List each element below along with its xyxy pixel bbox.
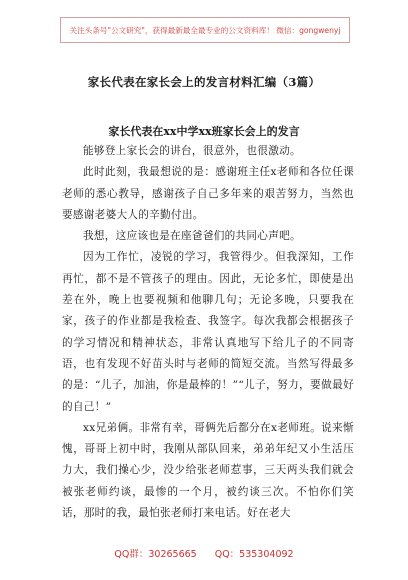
paragraph: 能够登上家长会的讲台，很意外，也很激动。 [83,145,301,157]
paragraph: xx兄弟俩。非常有幸，哥俩先后都分在x老师班。说来惭愧，哥哥上初中时，我刚从部队回来，弟弟年纪又小生活压力大，我们操心少，没少给张老师惹事，三天两头我们就会被张老师约谈，最惨的一个月，被约谈三次。不怕你们笑话，那时的我，最怕张老师打来电话。好在老大 [62,421,354,520]
footer-qq-group: QQ群：30265665 [114,549,197,560]
paragraph: 此时此刻，我最想说的是：感谢班主任x老师和各位任课老师的悉心教导，感谢孩子自己多年来的艰苦努力，当然也要感谢老婆大人的辛勤付出。 [62,166,354,221]
paragraph: 因为工作忙，凌锐的学习，我管得少。但我深知，工作再忙，都不是不管孩子的理由。因此，无论多忙，即使是出差在外，晚上也要视频和他聊几句；无论多晚，只要我在家，孩子的作业都是我检查、我签字。每次我都会根据孩子的学习情况和精神状态，非常认真地写下给儿子的不同寄语，也有发现不好苗头时与老师的简短交流。当然写得最多的是：“儿子，加油，你是最棒的！”“儿子，努力，要做最好的自己！” [62,251,354,413]
document-title: 家长代表在家长会上的发言材料汇编（3篇） [87,75,321,89]
footer-contact [0,546,408,560]
header-banner-text: 关注头条号"公文研究"，获得最新最全最专业的公文资料库！ 微信：gongwenyj [69,25,341,35]
paragraph: 我想，这应该也是在座爸爸们的共同心声吧。 [83,230,301,243]
section-title: 家长代表在xx中学xx班家长会上的发言 [108,125,300,138]
document-body [62,141,354,524]
header-banner [60,17,350,43]
footer-qq: QQ：535304092 [214,549,294,560]
